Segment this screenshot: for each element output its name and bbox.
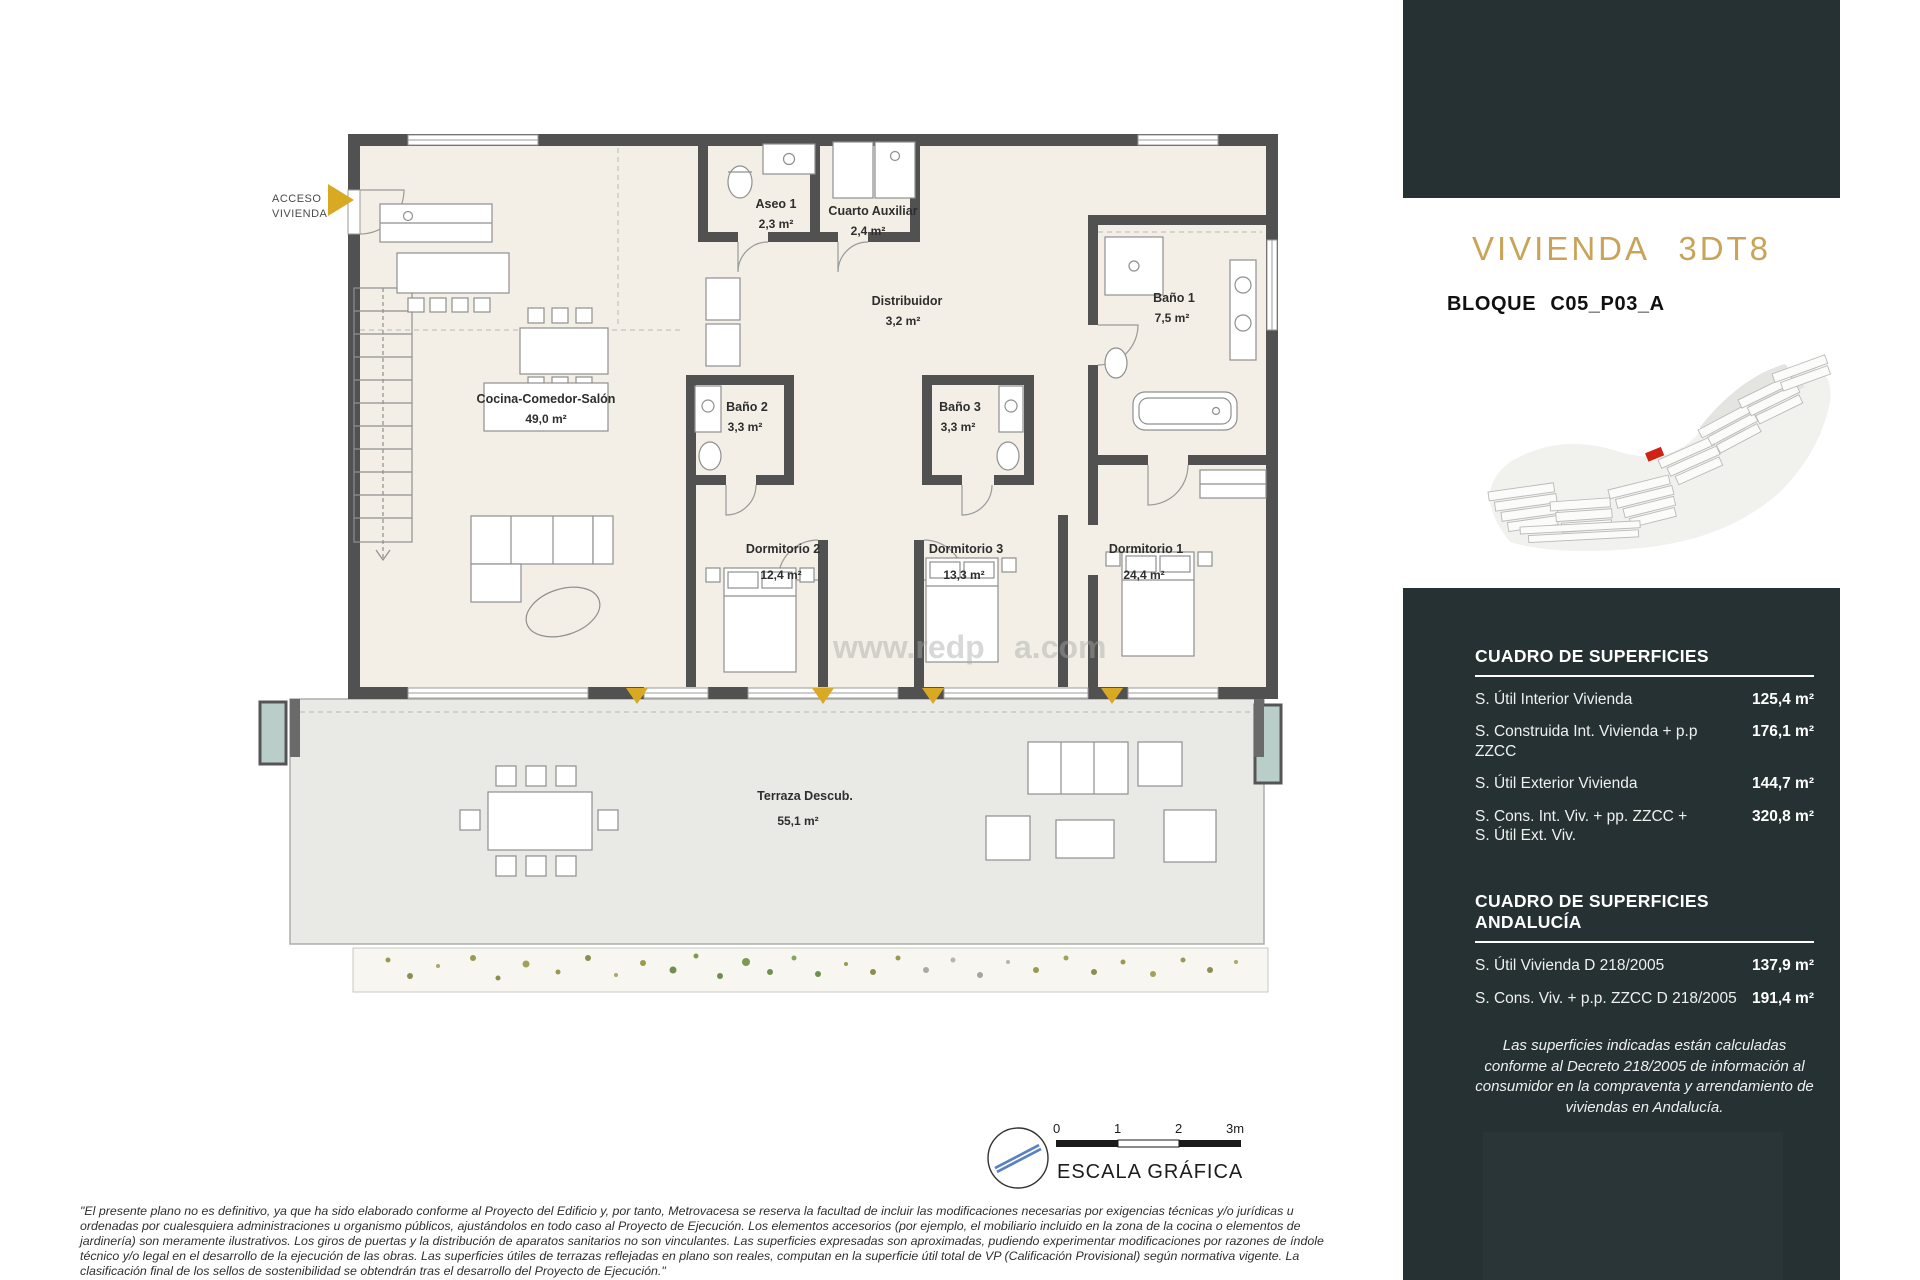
- room-area-cocina: 49,0 m²: [525, 412, 567, 426]
- room-area-dorm2: 12,4 m²: [760, 568, 802, 582]
- room-area-bano1: 7,5 m²: [1154, 311, 1190, 325]
- row-label: S. Cons. Int. Viv. + pp. ZZCC + S. Útil Ext. Viv.: [1475, 807, 1688, 844]
- table-row: [1475, 989, 1814, 1008]
- table-row: [1475, 690, 1814, 709]
- room-label-bano2: Baño 2: [726, 400, 768, 414]
- toilet-icon: [728, 166, 752, 198]
- row-label: S. Útil Vivienda D 218/2005: [1475, 957, 1665, 975]
- unit-title: VIVIENDA 3DT8: [1471, 230, 1772, 267]
- closet-icon: [706, 278, 740, 320]
- vanity-icon: [1230, 260, 1256, 360]
- room-label-cuarto-aux: Cuarto Auxiliar: [828, 204, 918, 218]
- bathtub-icon: [1133, 392, 1237, 430]
- bathroom3-fixtures: [997, 386, 1023, 470]
- row-value: 191,4 m²: [1751, 989, 1814, 1007]
- planter-strip: [353, 948, 1268, 992]
- header-dark-block: [1403, 0, 1840, 198]
- access-label-line1: ACCESO: [272, 193, 322, 205]
- block-code: BLOQUE C05_P03_A: [1447, 293, 1665, 315]
- terrace-wall-stub-left: [290, 699, 300, 757]
- room-area-bano3: 3,3 m²: [940, 420, 976, 434]
- table-title-andalucia: CUADRO DE SUPERFICIES ANDALUCÍA: [1475, 891, 1814, 943]
- floor-plan: [258, 120, 1288, 1005]
- watermark-text: www.redp: [833, 629, 985, 665]
- scale-tick: 1: [1114, 1121, 1122, 1136]
- row-label: S. Útil Interior Vivienda: [1475, 691, 1633, 708]
- room-label-dorm2: Dormitorio 2: [745, 542, 821, 556]
- planter-box-left: [260, 702, 286, 764]
- room-label-dorm1: Dormitorio 1: [1108, 542, 1184, 556]
- site-render: [1450, 332, 1850, 572]
- scale-label: ESCALA GRÁFICA: [1057, 1161, 1244, 1183]
- table-row: [1475, 774, 1814, 793]
- room-area-distribuidor: 3,2 m²: [885, 314, 921, 328]
- legal-disclaimer: "El presente plano no es definitivo, ya que ha sido elaborado conforme al Proyecto del Edificio y, por tanto, Metrovacesa se reserva la facultad de incluir las modificaciones necesarias por exigencias técnicas y/o jurídicas u ordenadas por cualesquiera administraciones u organismo públicos, ajustándolos en todo caso al Proyecto de Ejecución. Los elementos accesorios (por ejemplo, el mobiliario incluido en la zona de la cocina o elementos de jardinería) son meramente ilustrativos. Los giros de puertas y la distribución de aparatos sanitarios no son vinculantes. Las superficies expresadas son aproximadas, pudiendo experimentar modificaciones por razones de índole técnico y/o legal en el desarrollo de la ejecución de las obras. Las superficies útiles de terrazas reflejadas en plano son reales, computan en la superficie útil total de VP (Calificación Provisional) según normativa vigente. La clasificación final de los sellos de sostenibilidad se obtendrán tras el desarrollo del Proyecto de Ejecución.": [80, 1204, 1324, 1278]
- room-label-cocina: Cocina-Comedor-Salón: [476, 392, 616, 406]
- room-area-dorm1: 24,4 m²: [1123, 568, 1165, 582]
- room-area-cuarto-aux: 2,4 m²: [850, 224, 886, 238]
- row-label: S. Cons. Viv. + p.p. ZZCC D 218/2005: [1475, 989, 1737, 1007]
- row-value: 125,4 m²: [1751, 691, 1814, 708]
- row-value: 144,7 m²: [1751, 775, 1814, 793]
- panel-ghost-logo: [1483, 1132, 1783, 1280]
- row-value: 176,1 m²: [1751, 723, 1814, 741]
- scale-bar: [1053, 1121, 1244, 1147]
- wardrobe-icon: [1200, 470, 1266, 498]
- room-label-dorm3: Dormitorio 3: [928, 542, 1004, 556]
- shower-icon: [1105, 237, 1163, 295]
- cocina-label-box: [477, 383, 616, 431]
- room-label-terraza: Terraza Descub.: [757, 789, 853, 803]
- row-value: 137,9 m²: [1751, 957, 1814, 975]
- room-label-bano1: Baño 1: [1153, 291, 1195, 305]
- access-label-line2: VIVIENDA: [272, 208, 328, 220]
- room-area-dorm3: 13,3 m²: [943, 568, 985, 582]
- decreto-note: Las superficies indicadas están calculadas conforme al Decreto 218/2005 de información al consumidor en la compraventa y arrendamiento de viviendas en Andalucía.: [1475, 1037, 1814, 1117]
- sink-icon: [763, 144, 815, 174]
- graphic-scale: [978, 1118, 1258, 1196]
- scale-tick: 2: [1175, 1121, 1183, 1136]
- table-row: [1475, 722, 1814, 761]
- table-title-superficies: CUADRO DE SUPERFICIES: [1475, 646, 1814, 677]
- toilet-icon: [1105, 348, 1127, 378]
- room-area-aseo1: 2,3 m²: [758, 217, 794, 231]
- surfaces-panel: [1403, 588, 1840, 1280]
- row-label: S. Útil Exterior Vivienda: [1475, 775, 1638, 793]
- terrace-wall-stub-right: [1254, 699, 1264, 757]
- room-label-distribuidor: Distribuidor: [871, 294, 943, 308]
- watermark-text: a.com: [1014, 629, 1107, 665]
- row-label: S. Construida Int. Vivienda + p.p ZZCC: [1475, 723, 1698, 760]
- table-row: [1475, 956, 1814, 975]
- row-value: 320,8 m²: [1751, 807, 1814, 825]
- scale-tick: 0: [1053, 1121, 1061, 1136]
- room-label-bano3: Baño 3: [939, 400, 981, 414]
- room-area-terraza: 55,1 m²: [777, 814, 819, 828]
- room-label-aseo1: Aseo 1: [755, 197, 797, 211]
- closet-icon: [706, 324, 740, 366]
- bathroom2-fixtures: [695, 386, 721, 470]
- room-area-bano2: 3,3 m²: [727, 420, 763, 434]
- table-row: [1475, 807, 1814, 846]
- north-compass-icon: [988, 1128, 1048, 1188]
- scale-tick: 3m: [1226, 1121, 1245, 1136]
